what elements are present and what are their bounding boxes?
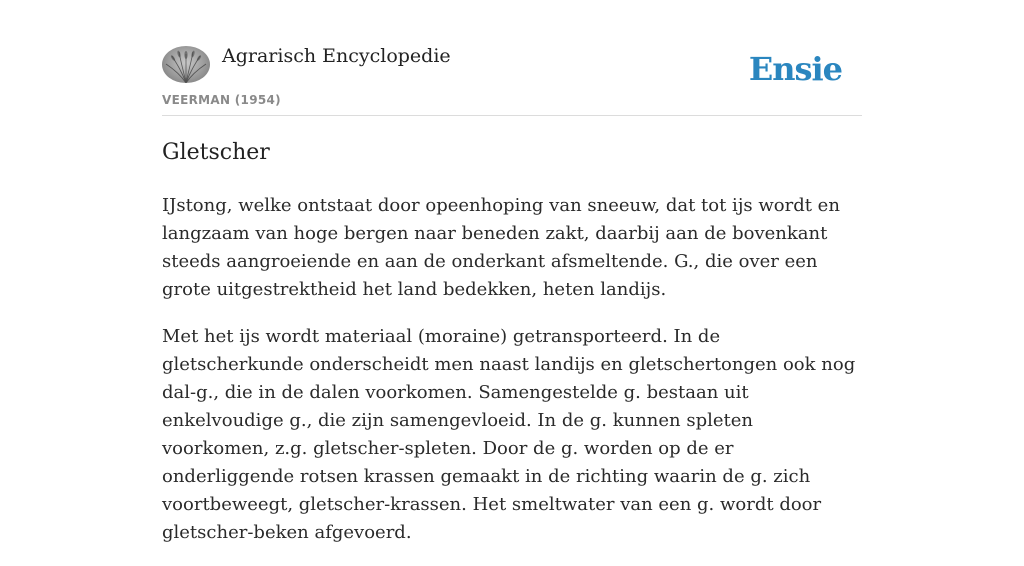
source-title[interactable]: Agrarisch Encyclopedie: [222, 45, 451, 67]
source-header: [162, 0, 862, 116]
source-meta: VEERMAN (1954): [162, 93, 281, 107]
article-title: Gletscher: [162, 140, 270, 165]
article-paragraph: IJstong, welke ontstaat door opeenhoping van sneeuw, dat tot ijs wordt en langzaam van hoge bergen naar beneden zakt, daarbij aan de bovenkant steeds aangroeiende en aan de onderkant afsmeltende. G., die over een grote uitgestrektheid het land bedekken, heten landijs.: [162, 195, 840, 300]
page: [162, 0, 862, 543]
wheat-plant-icon[interactable]: [162, 46, 210, 83]
brand-logo[interactable]: Ensie: [748, 50, 842, 88]
article-paragraph: Met het ijs wordt materiaal (moraine) getransporteerd. In de gletscherkunde onderscheidt men naast landijs en gletschertongen ook nog dal-g., die in de dalen voorkomen. Samengestelde g. bestaan uit enkelvoudige g., die zijn samengevloeid. In de g. kunnen spleten voorkomen, z.g. gletscher-spleten. Door de g. worden op de er onderliggende rotsen krassen gemaakt in de richting waarin de g. zich voortbeweegt, gletscher-krassen. Het smeltwater van een g. wordt door gletscher-beken afgevoerd.: [162, 326, 856, 543]
article-body: [162, 192, 862, 566]
